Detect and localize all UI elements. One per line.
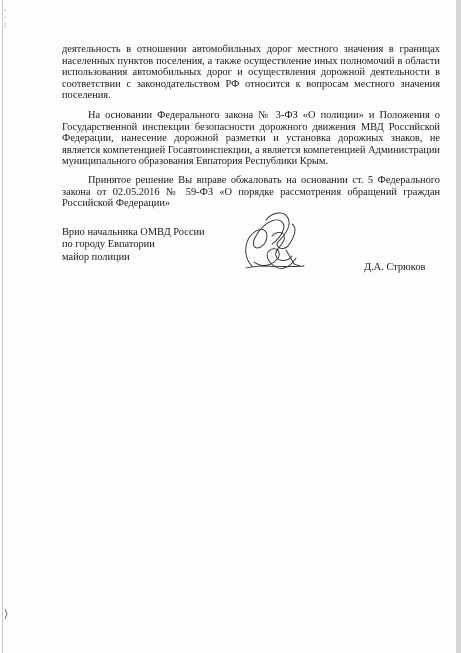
- signatory-position: [62, 227, 205, 264]
- scan-corner-mark: · · :: [4, 7, 7, 29]
- position-line-1: Врио начальника ОМВД России: [62, 227, 205, 238]
- paragraph-appeal: Принятое решение Вы вправе обжаловать на основании ст. 5 Федерального закона от 02.05.2016 № 59-ФЗ «О порядке рассмотрения обращений граждан Российской Федерации»: [62, 175, 440, 210]
- handwritten-signature: [232, 206, 316, 278]
- paragraph-police-law: На основании Федерального закона № 3-ФЗ «О полиции» и Положения о Государственной инспекции безопасности дорожного движения МВД Российской Федерации, нанесение дорожной разметки и установка дорожных знаков, не является компетенцией Госавтоинспекции, а является компетенцией Администрации муниципального образования Евпатория Республики Крым.: [62, 110, 440, 168]
- scan-foot-mark: [4, 608, 10, 620]
- paragraph-competence-roads: деятельность в отношении автомобильных дорог местного значения в границах населенных пунктов поселения, а также осуществление иных полномочий в области использования автомобильных дорог и осуществления дорожной деятельности в соответствии с законодательством РФ относится к вопросам местного значения поселения.: [62, 44, 440, 102]
- rank-line: майор полиции: [62, 251, 130, 263]
- page-left-edge: [2, 0, 3, 653]
- signatory-name: Д.А. Стрюков: [364, 262, 426, 273]
- position-line-2: по городу Евпатории: [62, 239, 155, 251]
- page-right-edge: [456, 0, 461, 653]
